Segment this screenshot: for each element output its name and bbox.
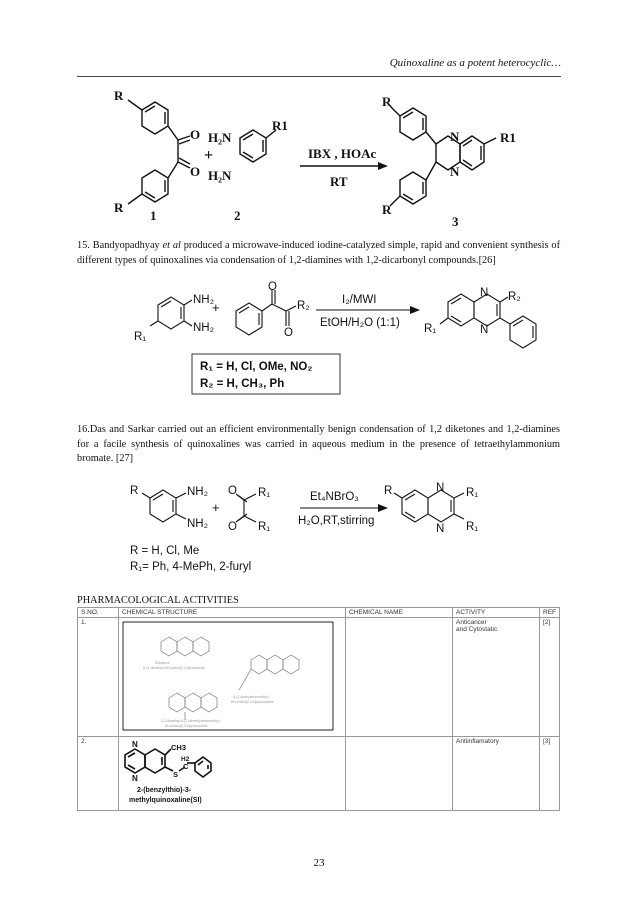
nh2-top: NH₂ (193, 294, 215, 306)
svg-text:5,11-dimethyl-6H-pyrido[4,3-b]: 5,11-dimethyl-6H-pyrido[4,3-b]carbazole (143, 666, 206, 670)
col-structure: CHEMICAL STRUCTURE (119, 608, 346, 618)
legend-line-2: R₁= Ph, 4-MePh, 2-furyl (130, 561, 252, 573)
svg-text:6-(2-diethylaminoethyl)-: 6-(2-diethylaminoethyl)- (233, 695, 270, 699)
col-sno: S.NO. (78, 608, 119, 618)
row2-activity: Antiinflamatory (453, 737, 540, 811)
r-bottom-label: R (114, 200, 124, 215)
o-top-label: O (190, 127, 201, 142)
reagent-bottom-2: EtOH/H₂O (1:1) (320, 317, 400, 329)
row2-ref: [3] (540, 737, 560, 811)
o-top: O (268, 281, 277, 293)
reagent-top-3: Et₄NBrO₃ (310, 491, 359, 503)
para15-rest: produced a microwave-induced iodine-catalyzed simple, rapid and convenient synthesis of different types of quinoxalines via condensation of 1,2-diamines with 1,2-dicarbonyl compounds.[26] (77, 240, 560, 266)
n-bottom-2: N (480, 324, 489, 336)
table-row (78, 737, 560, 811)
n-top-2: N (480, 287, 489, 299)
pharmacology-table (77, 607, 560, 811)
para15-italic: et al (162, 240, 181, 251)
r2-product: R₂ (508, 291, 521, 303)
reagent-top: IBX , HOAc (308, 146, 377, 161)
nh2-bottom: NH₂ (193, 322, 215, 334)
n-top-3: N (436, 482, 445, 494)
svg-text:N: N (132, 774, 138, 783)
product-r-top: R (382, 94, 392, 109)
row1-sno: 1. (78, 618, 119, 737)
product-r1-label: R1 (500, 130, 516, 145)
svg-text:Ellipticine: Ellipticine (155, 661, 170, 665)
section-title: PHARMACOLOGICAL ACTIVITIES (77, 595, 239, 606)
c-label: C (183, 762, 189, 771)
s-label: S (173, 770, 179, 779)
r1-bottom-3: R₁ (258, 521, 271, 533)
r-left-3: R (130, 485, 139, 497)
legend-line-1: R = H, Cl, Me (130, 545, 200, 557)
row1-chemical-name (346, 618, 453, 737)
row1-structure (119, 618, 346, 737)
table-row (78, 618, 560, 737)
compound-label-2: 2 (234, 208, 241, 223)
n-bottom-label: N (450, 164, 460, 179)
struct2-label-2: methylquinoxaline(SI) (129, 797, 202, 804)
table-header-row (78, 608, 560, 618)
svg-text:6H-indolo[2,3-b]quinoxaline: 6H-indolo[2,3-b]quinoxaline (231, 700, 274, 704)
svg-text:6H-indolo[2,3-b]quinoxaline: 6H-indolo[2,3-b]quinoxaline (165, 724, 208, 728)
row2-sno: 2. (78, 737, 119, 811)
structure-image-1 (121, 620, 335, 732)
row1-activity: Anticancer and Cytostatic (453, 618, 540, 737)
h2n-bottom-label: H₂N (208, 168, 232, 183)
struct2-label-1: 2-(benzylthio)-3- (137, 787, 192, 794)
running-header: Quinoxaline as a potent heterocyclic… (389, 57, 561, 69)
product-r-3: R (384, 485, 393, 497)
reagent-top-2: I₂/MWI (342, 294, 377, 306)
nh2-bottom-3: NH₂ (187, 518, 209, 530)
pr1-top-3: R₁ (466, 487, 479, 499)
nh2-top-3: NH₂ (187, 486, 209, 498)
reagent-bottom-3: H₂O,RT,stirring (298, 515, 375, 527)
ch3-label: CH3 (171, 743, 187, 752)
o-top-3: O (228, 485, 237, 497)
product-r-bottom: R (382, 202, 392, 217)
structure-image-2 (119, 737, 239, 807)
box-line-1: R₁ = H, Cl, OMe, NO₂ (200, 361, 313, 373)
r1-left: R₁ (134, 331, 147, 343)
r2-ketone: R₂ (297, 300, 310, 312)
r1-product: R₁ (424, 323, 437, 335)
col-ref: REF (540, 608, 560, 618)
reagent-bottom: RT (330, 174, 348, 189)
svg-text:+: + (212, 300, 220, 315)
svg-text:+: + (212, 500, 220, 515)
o-bottom-label: O (190, 164, 201, 179)
h2n-top-label: H₂N (208, 130, 232, 145)
o-bottom-3: O (228, 521, 237, 533)
row2-chemical-name (346, 737, 453, 811)
row2-structure (119, 737, 346, 811)
box-line-2: R₂ = H, CH₃, Ph (200, 378, 285, 390)
svg-text:2,3-dimethyl-6-(2-dimethylamin: 2,3-dimethyl-6-(2-dimethylaminoethyl)- (161, 719, 221, 723)
pr1-bottom-3: R₁ (466, 521, 479, 533)
o-bottom: O (284, 327, 293, 339)
n-bottom-3: N (436, 523, 445, 535)
paragraph-16: 16.Das and Sarkar carried out an efficient environmentally benign condensation of 1,2 diketones and 1,2-diamines for a facile synthesis of quinoxalines was carried in aqueous medium in the presence of tetraethylammonium bromate. [27] (77, 424, 560, 464)
col-activity: ACTIVITY (453, 608, 540, 618)
svg-text:N: N (132, 740, 138, 749)
compound-label-3: 3 (452, 214, 459, 229)
page-number: 23 (313, 857, 325, 869)
r1-top-3: R₁ (258, 487, 271, 499)
r-top-label: R (114, 88, 124, 103)
h2-label: H2 (181, 756, 190, 763)
r1-diamine-label: R1 (272, 118, 288, 133)
row1-ref: [2] (540, 618, 560, 737)
n-top-label: N (450, 129, 460, 144)
svg-text:+: + (204, 147, 214, 164)
compound-label-1: 1 (150, 208, 157, 223)
para15-prefix: 15. Bandyopadhyay (77, 240, 163, 251)
col-name: CHEMICAL NAME (346, 608, 453, 618)
